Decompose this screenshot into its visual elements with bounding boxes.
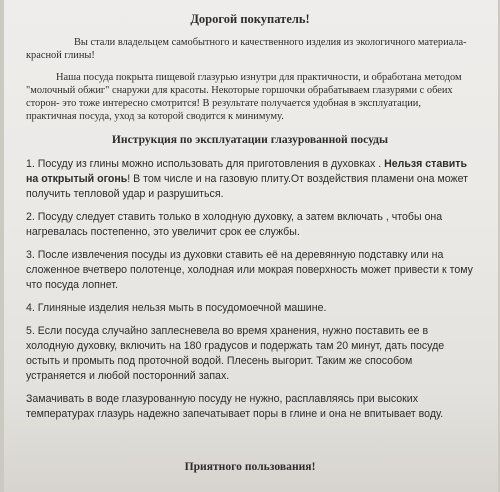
instruction-item-1-warning: Нельзя ставить на открытый огонь [26, 158, 467, 185]
intro-paragraph-2: Наша посуда покрыта пищевой глазурью изнутри для практичности, и обработана методом "молочный обжиг" снаружи для красоты. Некоторые горшочки обрабатываем глазурями с обеих сторон- это тоже интересно смотрится! В результате получается удобная в эксплуатации, практичная посуда, уход за которой сводится к минимуму. [26, 72, 462, 122]
instructions-heading: Инструкция по эксплуатации глазурованной посуды [111, 133, 389, 146]
instruction-item-1-rest: ! В том числе и на газовую плиту.От воздействия пламени она может получить тепловой удар и разрушиться. [26, 173, 469, 200]
greeting-title: Дорогой покупатель! [190, 12, 310, 26]
instruction-item-4: 4. Глиняные изделия нельзя мыть в посудомоечной машине. [26, 302, 327, 314]
instruction-item-1-text: 1. Посуду из глины можно использовать для приготовления в духовках . [26, 158, 385, 170]
instruction-sheet [4, 0, 498, 492]
instruction-item-5: 5. Если посуда случайно заплесневела во время хранения, нужно поставить ее в холодную духовку, включить на 180 градусов и подержать там 20 минут, дать посуде остыть и промыть под проточной водой. Плесень выгорит. Таким же способом устраняется и любой посторонний запах. [26, 325, 445, 382]
instruction-item-1 [26, 157, 474, 202]
final-wish: Приятного пользования! [184, 460, 316, 473]
instruction-item-3: 3. После извлечения посуды из духовки ставить её на деревянную подставку или на сложенное вчетверо полотенце, холодная или мокрая поверхность может привести к тому что посуда лопнет. [26, 249, 473, 291]
instruction-item-2: 2. Посуду следует ставить только в холодную духовку, а затем включать , чтобы она нагревалась постепенно, это увеличит срок ее службы. [26, 211, 443, 238]
closing-paragraph: Замачивать в воде глазурованную посуду не нужно, расплавляясь при высоких температурах глазурь надежно запечатывает поры в глине и она не впитывает воду. [26, 393, 444, 420]
intro-paragraph-1: Вы стали владельцем самобытного и качественного изделия из экологичного материала- красной глины! [26, 37, 467, 61]
